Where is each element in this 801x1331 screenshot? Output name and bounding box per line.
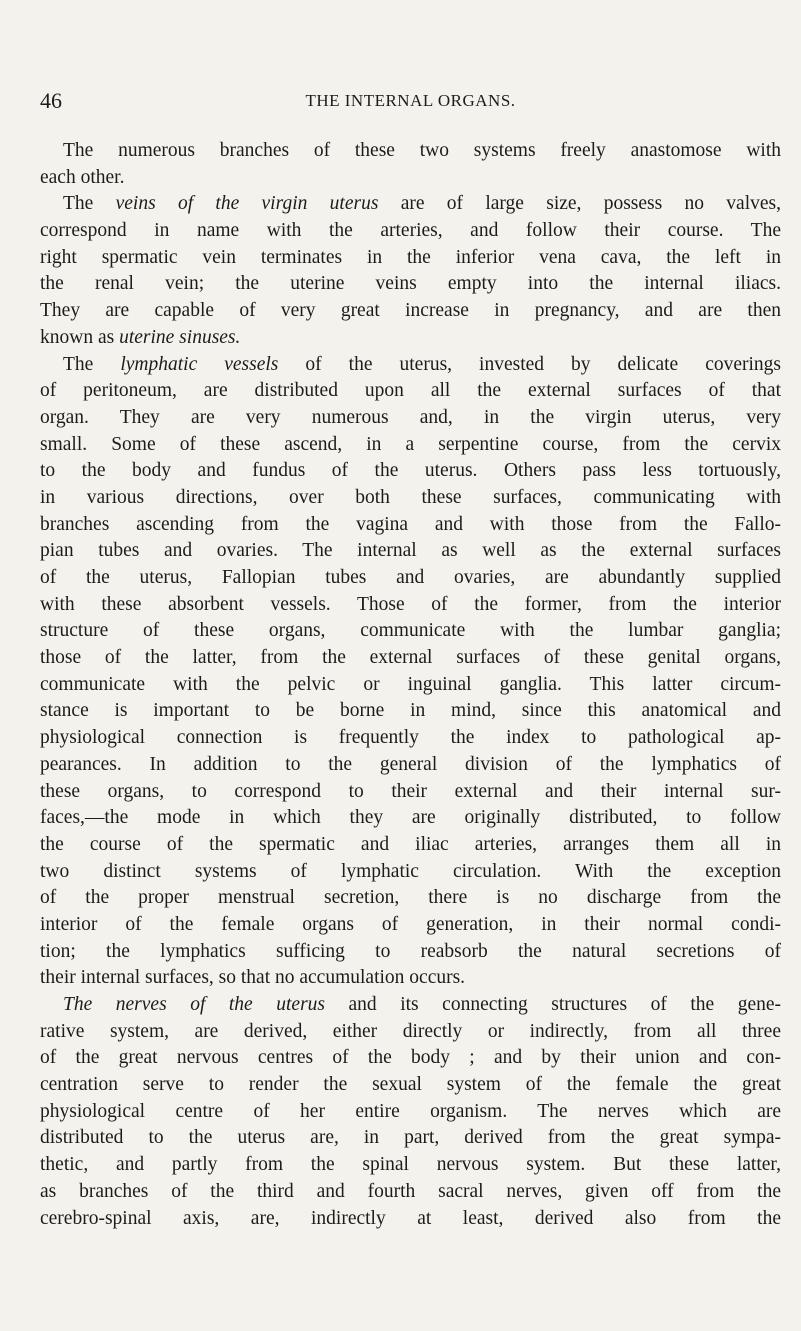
text-line (40, 565, 781, 592)
text-line (40, 218, 781, 245)
text-run: physiological centre of her entire organism. The nerves which are (40, 1100, 781, 1122)
text-line (40, 965, 781, 992)
body-text (40, 138, 781, 1232)
text-line (40, 405, 781, 432)
italic-term: lymphatic vessels (120, 353, 279, 375)
text-line (40, 1125, 781, 1152)
text-line (40, 1019, 781, 1046)
text-run: cerebro-spinal axis, are, indirectly at least, derived also from the (40, 1207, 781, 1229)
text-run: these organs, to correspond to their external and their internal sur- (40, 780, 781, 802)
text-line (40, 672, 781, 699)
text-run: branches ascending from the vagina and with those from the Fallo- (40, 513, 781, 535)
page-number: 46 (40, 88, 62, 113)
text-line (40, 1099, 781, 1126)
text-line (40, 645, 781, 672)
text-line (40, 245, 781, 272)
text-line (40, 939, 781, 966)
text-run: rative system, are derived, either directly or indirectly, from all three (40, 1020, 781, 1042)
text-run: known as (40, 326, 120, 348)
text-line (40, 859, 781, 886)
text-line (40, 1045, 781, 1072)
text-run: the course of the spermatic and iliac arteries, arranges them all in (40, 833, 781, 855)
text-line (40, 832, 781, 859)
text-run: The (63, 193, 116, 215)
text-line (40, 618, 781, 645)
text-run: pearances. In addition to the general division of the lymphatics of (40, 753, 781, 775)
text-run: correspond in name with the arteries, and follow their course. The (40, 220, 781, 242)
text-run: right spermatic vein terminates in the inferior vena cava, the left in (40, 246, 781, 268)
text-run: distributed to the uterus are, in part, derived from the great sympa- (40, 1127, 781, 1149)
text-run: of the proper menstrual secretion, there is no discharge from the (40, 887, 781, 909)
text-run: communicate with the pelvic or inguinal ganglia. This latter circum- (40, 673, 781, 695)
text-run: They are capable of very great increase in pregnancy, and are then (40, 300, 781, 322)
text-line (40, 698, 781, 725)
text-run: centration serve to render the sexual system of the female the great (40, 1074, 781, 1096)
text-run: tion; the lymphatics sufficing to reabsorb the natural secretions of (40, 940, 781, 962)
text-line (40, 725, 781, 752)
text-run: organ. They are very numerous and, in the virgin uterus, very (40, 406, 781, 428)
text-run: with these absorbent vessels. Those of the former, from the interior (40, 593, 781, 615)
text-run: of the great nervous centres of the body ; and by their union and con- (40, 1047, 781, 1069)
page-header (40, 86, 781, 116)
italic-term: The nerves of the uterus (63, 994, 325, 1015)
text-run: stance is important to be borne in mind, since this anatomical and (40, 700, 781, 722)
text-run: of the uterus, Fallopian tubes and ovaries, are abundantly supplied (40, 567, 781, 588)
text-run: are of large size, possess no valves, (378, 193, 781, 215)
text-run: of the uterus, invested by delicate coverings (278, 353, 781, 375)
text-line (40, 885, 781, 912)
text-line (40, 191, 781, 218)
text-run: interior of the female organs of generation, in their normal condi- (40, 913, 781, 935)
text-line (40, 378, 781, 405)
text-run: to the body and fundus of the uterus. Others pass less tortuously, (40, 460, 781, 482)
text-line (40, 138, 781, 165)
text-run: each other. (40, 166, 125, 188)
text-line (40, 432, 781, 459)
text-line (40, 1072, 781, 1099)
text-line (40, 271, 781, 298)
text-line (40, 325, 781, 352)
text-run: their internal surfaces, so that no accumulation occurs. (40, 967, 466, 989)
text-run: The numerous branches of these two systems freely anastomose with (63, 140, 781, 161)
text-run: of peritoneum, are distributed upon all the external surfaces of that (40, 380, 781, 402)
text-run: faces,—the mode in which they are originally distributed, to follow (40, 807, 781, 829)
text-run: physiological connection is frequently the index to pathological ap- (40, 727, 781, 749)
text-line (40, 538, 781, 565)
text-run: The (63, 353, 121, 375)
text-line (40, 912, 781, 939)
text-line (40, 458, 781, 485)
italic-term: uterine sinuses. (119, 326, 241, 348)
text-run: as branches of the third and fourth sacral nerves, given off from the (40, 1180, 781, 1202)
text-line (40, 485, 781, 512)
text-line (40, 805, 781, 832)
text-line (40, 752, 781, 779)
text-run: and its connecting structures of the gene- (325, 994, 781, 1015)
italic-term: veins of the virgin uterus (115, 193, 379, 215)
text-run: pian tubes and ovaries. The internal as well as the external surfaces (40, 540, 781, 562)
text-run: structure of these organs, communicate with the lumbar ganglia; (40, 620, 781, 642)
text-line (40, 779, 781, 806)
text-line (40, 352, 781, 379)
text-line (40, 512, 781, 539)
text-run: two distinct systems of lymphatic circulation. With the exception (40, 860, 781, 882)
text-line (40, 1179, 781, 1206)
text-run: thetic, and partly from the spinal nervous system. But these latter, (40, 1154, 781, 1176)
text-line (40, 1152, 781, 1179)
text-run: the renal vein; the uterine veins empty into the internal iliacs. (40, 273, 781, 295)
text-line (40, 592, 781, 619)
running-title: THE INTERNAL ORGANS. (305, 91, 516, 110)
text-line (40, 992, 781, 1019)
text-run: small. Some of these ascend, in a serpentine course, from the cervix (40, 433, 781, 455)
text-line (40, 1206, 781, 1233)
text-run: in various directions, over both these surfaces, communicating with (40, 486, 781, 508)
text-line (40, 298, 781, 325)
text-line (40, 165, 781, 192)
text-run: those of the latter, from the external surfaces of these genital organs, (40, 647, 781, 669)
